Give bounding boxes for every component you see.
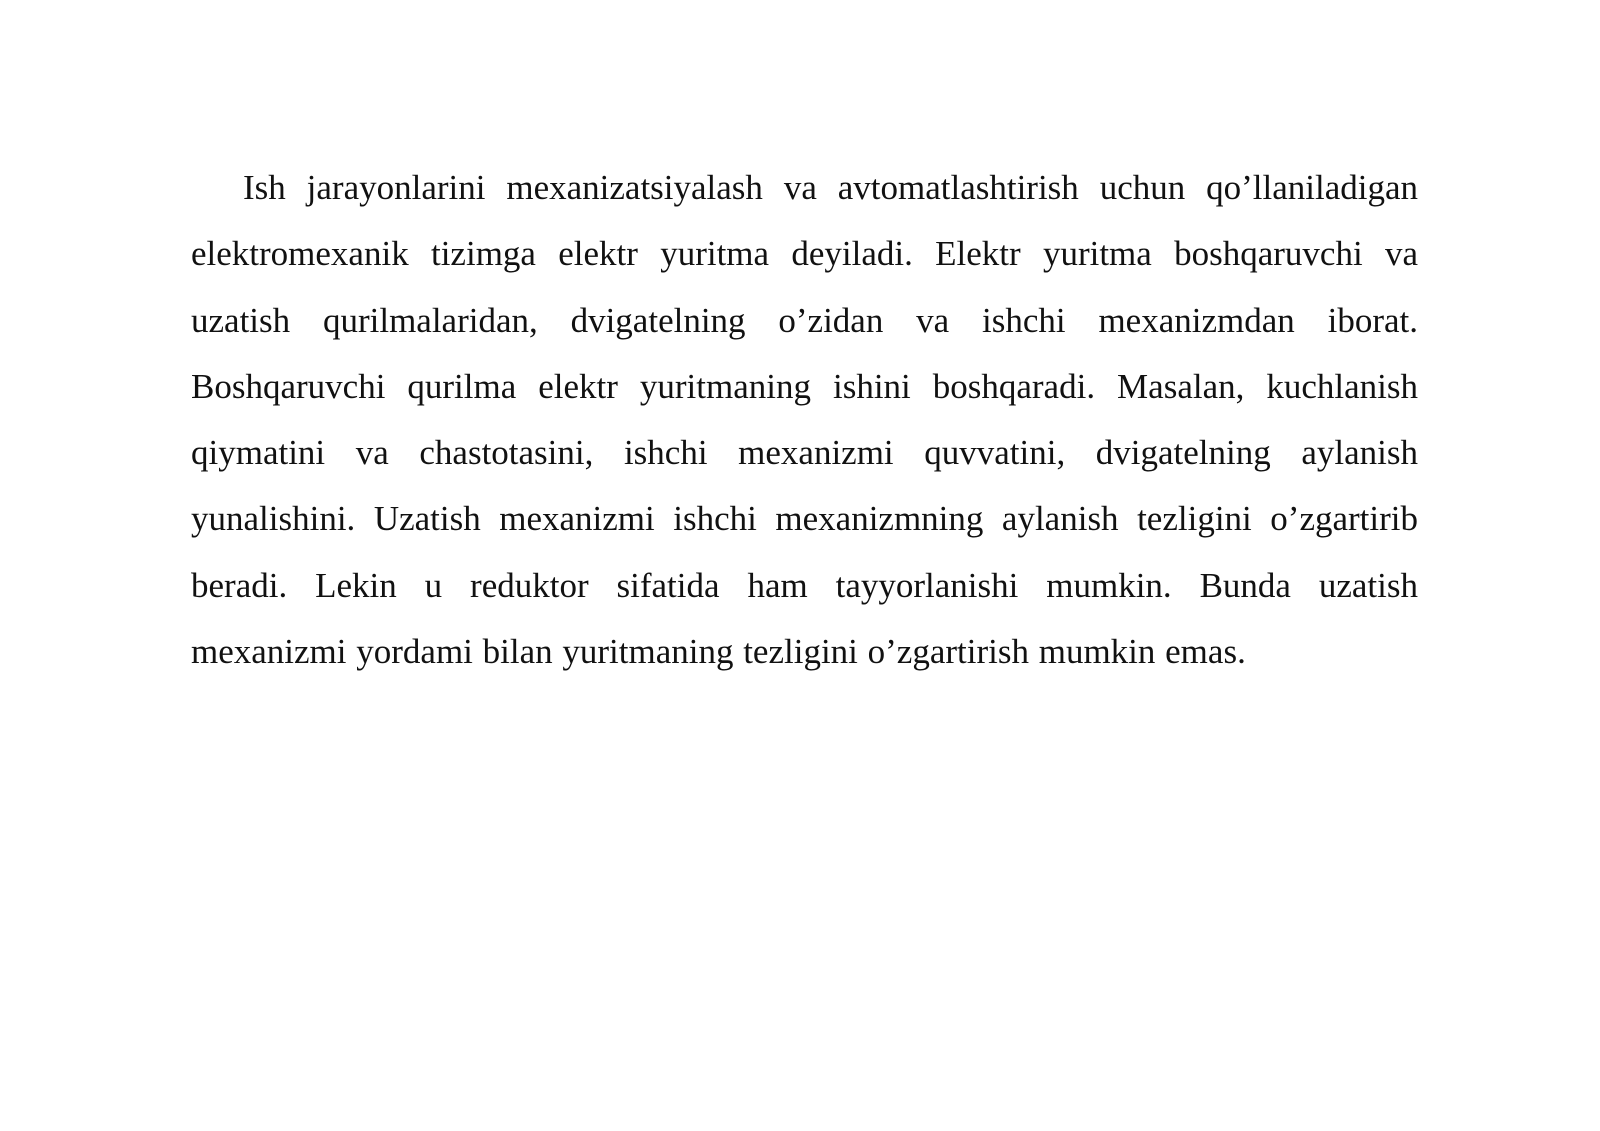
document-body [191,155,1418,685]
body-paragraph: Ish jarayonlarini mexanizatsiyalash va avtomatlashtirish uchun qo’llaniladigan elektromexanik tizimga elektr yuritma deyiladi. Elektr yuritma boshqaruvchi va uzatish qurilmalaridan, dvigatelning o’zidan va ishchi mexanizmdan iborat. Boshqaruvchi qurilma elektr yuritmaning ishini boshqaradi. Masalan, kuchlanish qiymatini va chastotasini, ishchi mexanizmi quvvatini, dvigatelning aylanish yunalishini. Uzatish mexanizmi ishchi mexanizmning aylanish tezligini o’zgartirib beradi. Lekin u reduktor sifatida ham tayyorlanishi mumkin. Bunda uzatish mexanizmi yordami bilan yuritmaning tezligini o’zgartirish mumkin emas. [191,168,1418,672]
